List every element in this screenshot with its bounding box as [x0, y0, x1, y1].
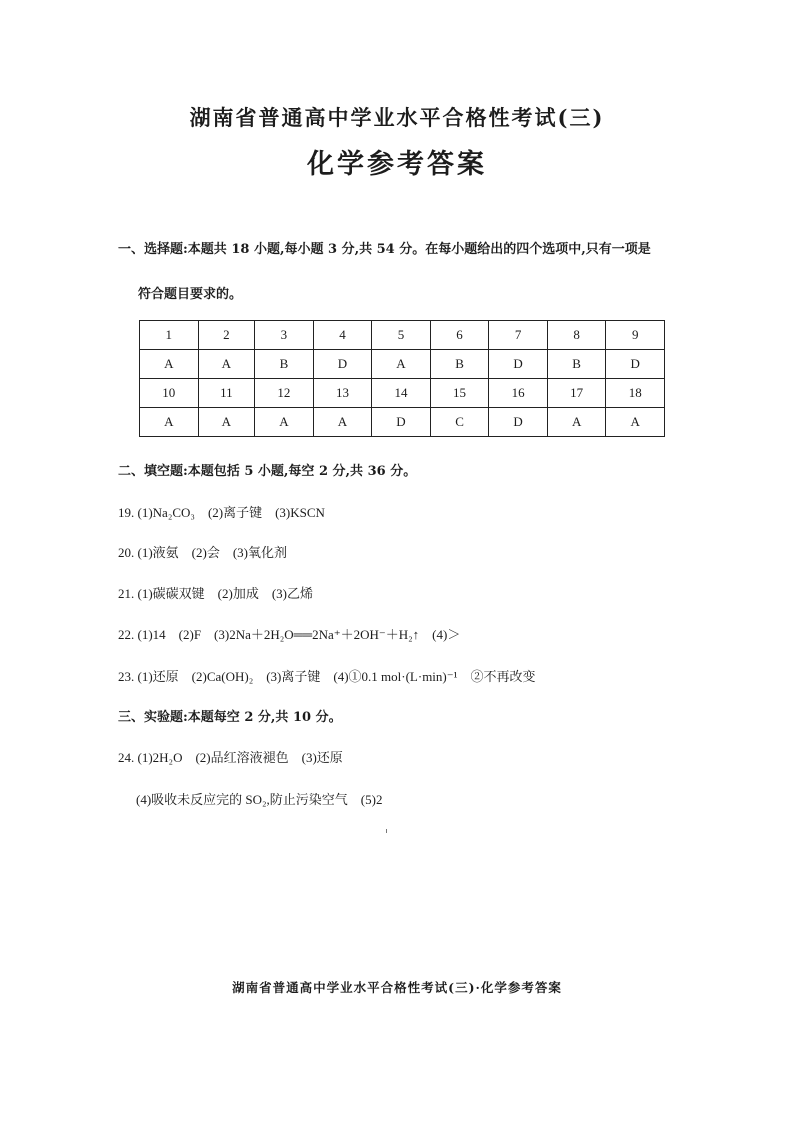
- question-number-cell: 5: [372, 321, 431, 350]
- answer-line-q22: 22. (1)14 (2)F (3)2Na＋2H₂O══2Na⁺＋2OH⁻＋H₂↑ (4)＞: [118, 627, 461, 642]
- question-number-cell: 18: [606, 379, 665, 408]
- section2-heading: 二、填空题:本题包括 5 小题,每空 2 分,共 36 分。: [118, 464, 417, 479]
- answer-cell: D: [489, 408, 548, 437]
- scan-speck: [386, 829, 387, 833]
- question-number-cell: 3: [255, 321, 314, 350]
- question-number-cell: 14: [372, 379, 431, 408]
- question-number-cell: 1: [140, 321, 199, 350]
- section3-heading: 三、实验题:本题每空 2 分,共 10 分。: [118, 710, 342, 725]
- answer-cell: B: [430, 350, 489, 379]
- question-number-cell: 2: [198, 321, 255, 350]
- question-number-cell: 6: [430, 321, 489, 350]
- question-number-cell: 8: [547, 321, 606, 350]
- section1-heading: 一、选择题:本题共 18 小题,每小题 3 分,共 54 分。在每小题给出的四个选项中,只有一项是: [118, 242, 651, 257]
- question-number-cell: 12: [255, 379, 314, 408]
- table-row-answers-1: [140, 350, 665, 379]
- answer-cell: B: [547, 350, 606, 379]
- answer-line-q24: 24. (1)2H₂O (2)品红溶液褪色 (3)还原: [118, 750, 343, 765]
- answer-cell: A: [547, 408, 606, 437]
- answer-cell: D: [372, 408, 431, 437]
- answer-cell: A: [198, 408, 255, 437]
- section1-heading-continued: 符合题目要求的。: [138, 287, 243, 302]
- question-number-cell: 13: [313, 379, 372, 408]
- question-number-cell: 11: [198, 379, 255, 408]
- question-number-cell: 4: [313, 321, 372, 350]
- question-number-cell: 10: [140, 379, 199, 408]
- question-number-cell: 15: [430, 379, 489, 408]
- answer-cell: A: [140, 350, 199, 379]
- table-row-numbers-1: [140, 321, 665, 350]
- answer-cell: D: [489, 350, 548, 379]
- table-row-answers-2: [140, 408, 665, 437]
- answer-line-q21: 21. (1)碳碳双键 (2)加成 (3)乙烯: [118, 586, 313, 601]
- question-number-cell: 7: [489, 321, 548, 350]
- answer-cell: A: [255, 408, 314, 437]
- answer-line-q23: 23. (1)还原 (2)Ca(OH)₂ (3)离子键 (4)①0.1 mol·(L·min)⁻¹ ②不再改变: [118, 669, 536, 684]
- table-row-numbers-2: [140, 379, 665, 408]
- answer-cell: D: [313, 350, 372, 379]
- document-subtitle: 化学参考答案: [307, 149, 487, 180]
- question-number-cell: 9: [606, 321, 665, 350]
- multiple-choice-answer-table: [139, 320, 665, 437]
- answer-cell: C: [430, 408, 489, 437]
- answer-cell: A: [140, 408, 199, 437]
- answer-line-q24-continued: (4)吸收未反应完的 SO₂,防止污染空气 (5)2: [136, 792, 383, 807]
- answer-cell: B: [255, 350, 314, 379]
- question-number-cell: 17: [547, 379, 606, 408]
- answer-cell: A: [372, 350, 431, 379]
- answer-line-q19: 19. (1)Na₂CO₃ (2)离子键 (3)KSCN: [118, 505, 325, 520]
- answer-cell: A: [198, 350, 255, 379]
- document-title: 湖南省普通高中学业水平合格性考试(三): [189, 105, 605, 130]
- answer-cell: A: [606, 408, 665, 437]
- page-footer: 湖南省普通高中学业水平合格性考试(三)·化学参考答案: [232, 980, 562, 995]
- question-number-cell: 16: [489, 379, 548, 408]
- answer-cell: A: [313, 408, 372, 437]
- answer-line-q20: 20. (1)液氨 (2)会 (3)氧化剂: [118, 545, 287, 560]
- answer-cell: D: [606, 350, 665, 379]
